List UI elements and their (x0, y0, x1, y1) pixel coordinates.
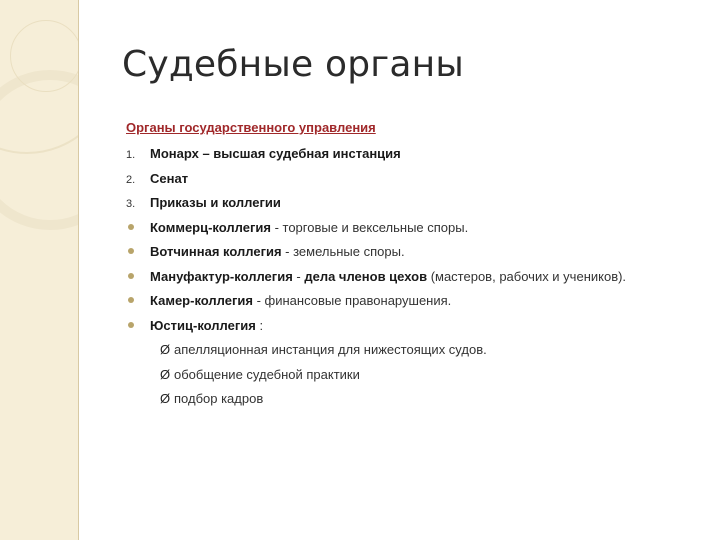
sub-item-text: обобщение судебной практики (174, 366, 360, 382)
item-number: 2. (126, 173, 136, 186)
collegium-name: Коммерц-коллегия (150, 219, 271, 235)
item-text: Приказы и коллегии (150, 195, 281, 210)
sub-item (126, 338, 706, 363)
decor-ring (10, 20, 79, 92)
collegium-desc: - финансовые правонарушения. (252, 293, 452, 308)
arrow-bullet-icon: Ø (160, 391, 171, 406)
collegium-desc: - земельные споры. (281, 244, 405, 259)
numbered-item (126, 191, 706, 216)
bullet-item (126, 265, 706, 290)
section-subheading: Органы государственного управления (126, 120, 376, 135)
collegium-dash: - (292, 268, 305, 284)
item-number: 1. (126, 149, 136, 161)
bullet-dot-icon (126, 324, 150, 330)
bullet-item (126, 216, 706, 241)
collegium-name: Мануфактур-коллегия (150, 268, 293, 284)
collegium-name: Камер-коллегия (150, 293, 253, 308)
collegium-desc-bold: дела членов цехов (304, 268, 428, 284)
numbered-item (126, 142, 706, 167)
bullet-dot-icon (126, 299, 150, 305)
collegium-desc: - торговые и вексельные споры. (270, 219, 469, 235)
sub-item (126, 363, 706, 388)
collegium-name: Юстиц-коллегия (150, 317, 256, 333)
sub-item-text: подбор кадров (174, 391, 264, 406)
side-decor-panel (0, 0, 79, 540)
arrow-bullet-icon: Ø (160, 366, 171, 382)
decor-ring (0, 70, 79, 230)
item-text: Сенат (150, 170, 189, 186)
collegium-desc: : (255, 317, 264, 333)
numbered-item (126, 167, 706, 192)
slide-content (126, 142, 706, 412)
bullet-item (126, 240, 706, 265)
bullet-dot-icon (126, 275, 150, 281)
bullet-item (126, 314, 706, 339)
bullet-dot-icon (126, 226, 150, 232)
collegium-name: Вотчинная коллегия (150, 244, 282, 259)
arrow-bullet-icon: Ø (160, 342, 171, 357)
sub-item-text: апелляционная инстанция для нижестоящих судов. (174, 342, 487, 357)
slide-title: Судебные органы (122, 44, 465, 85)
sub-item (126, 387, 706, 412)
bullet-dot-icon (126, 250, 150, 256)
collegium-desc: (мастеров, рабочих и учеников). (427, 268, 627, 284)
item-number: 3. (126, 198, 136, 210)
bullet-item (126, 289, 706, 314)
item-text: Монарх – высшая судебная инстанция (150, 146, 401, 161)
